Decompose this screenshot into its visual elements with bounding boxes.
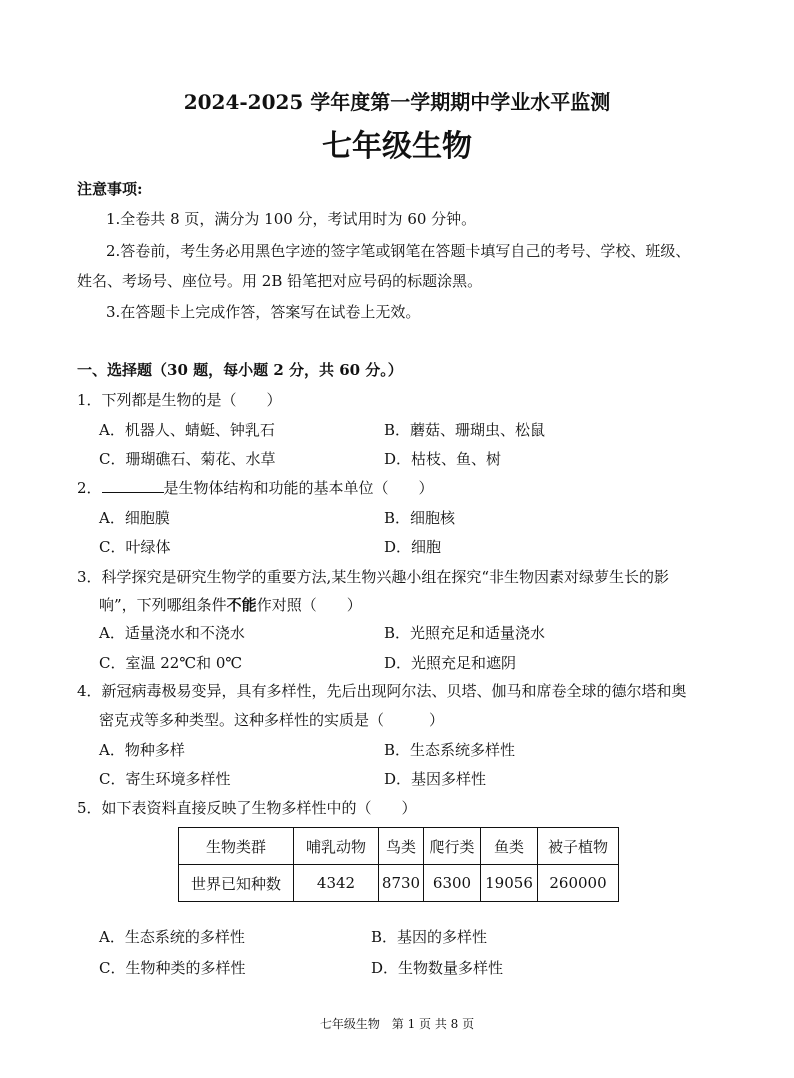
answer-blank [102,478,164,493]
question-2-option-a: A．细胞膜 [99,509,170,527]
question-3-option-a: A．适量浇水和不浇水 [99,624,245,642]
question-2-stem-text: 是生物体结构和功能的基本单位（ ） [163,479,434,497]
table-header-cell: 爬行类 [424,828,481,865]
table-header-row [179,828,619,865]
table-row [179,865,619,902]
question-3-stem-pre: 响”，下列哪组条件 [99,596,227,614]
notice-heading: 注意事项: [77,180,143,198]
question-5-option-d: D．生物数量多样性 [371,959,504,977]
question-1-option-d: D．枯枝、鱼、树 [384,450,502,468]
page-footer [0,1015,794,1032]
question-3-option-c: C．室温 22℃和 0℃ [99,654,243,672]
question-2-option-c: C．叶绿体 [99,538,171,556]
question-3-stem-post: 作对照（ ） [256,596,362,614]
question-5-option-c: C．生物种类的多样性 [99,959,246,977]
table-header-cell: 生物类群 [179,828,294,865]
question-2-option-d: D．细胞 [384,538,442,556]
question-3-stem-line-1: 3．科学探究是研究生物学的重要方法,某生物兴趣小组在探究“非生物因素对绿萝生长的影 [77,568,669,586]
question-3-option-b: B．光照充足和适量浇水 [384,624,546,642]
question-2-option-b: B．细胞核 [384,509,456,527]
question-1-option-a: A．机器人、蜻蜓、钟乳石 [99,421,275,439]
footer-subject: 七年级生物 [319,1017,380,1031]
notice-item-2-line-1: 2.答卷前，考生务必用黑色字迹的签字笔或钢笔在答题卡填写自己的考号、学校、班级、 [106,242,691,260]
table-cell: 19056 [481,865,538,902]
table-header-cell: 哺乳动物 [294,828,379,865]
question-1-option-c: C．珊瑚礁石、菊花、水草 [99,450,276,468]
question-1-stem: 1．下列都是生物的是（ ） [77,391,282,409]
table-cell: 8730 [379,865,424,902]
question-4-option-a: A．物种多样 [99,741,185,759]
species-count-table [178,827,619,902]
table-cell: 6300 [424,865,481,902]
notice-item-1: 1.全卷共 8 页，满分为 100 分，考试用时为 60 分钟。 [106,210,477,228]
notice-item-2-line-2: 姓名、考场号、座位号。用 2B 铅笔把对应号码的标题涂黑。 [77,272,483,290]
question-5-option-b: B．基因的多样性 [371,928,488,946]
question-2-number: 2． [77,479,102,497]
question-4-option-d: D．基因多样性 [384,770,487,788]
table-cell: 4342 [294,865,379,902]
question-5-stem: 5．如下表资料直接反映了生物多样性中的（ ） [77,799,417,817]
table-header-cell: 鱼类 [481,828,538,865]
section-heading: 一、选择题（30 题，每小题 2 分，共 60 分。） [77,361,403,379]
question-4-option-c: C．寄生环境多样性 [99,770,231,788]
exam-subtitle: 七年级生物 [322,129,472,164]
table-header-cell: 鸟类 [379,828,424,865]
question-4-stem-line-2: 密克戎等多种类型。这种多样性的实质是（ ） [99,711,445,729]
question-2-stem [77,477,434,498]
footer-page-number: 第 1 页 共 8 页 [391,1017,475,1031]
question-4-option-b: B．生态系统多样性 [384,741,516,759]
table-cell: 世界已知种数 [179,865,294,902]
question-4-stem-line-1: 4．新冠病毒极易变异，具有多样性，先后出现阿尔法、贝塔、伽马和席卷全球的德尔塔和奥 [77,682,687,700]
question-5-option-a: A．生态系统的多样性 [99,928,245,946]
question-3-emphasis: 不能 [226,596,257,614]
question-3-option-d: D．光照充足和遮阴 [384,654,517,672]
table-cell: 260000 [538,865,619,902]
question-1-option-b: B．蘑菇、珊瑚虫、松鼠 [384,421,546,439]
table-header-cell: 被子植物 [538,828,619,865]
question-3-stem-line-2 [99,594,362,615]
notice-item-3: 3.在答题卡上完成作答，答案写在试卷上无效。 [106,303,421,321]
exam-title: 2024-2025 学年度第一学期期中学业水平监测 [183,90,611,114]
